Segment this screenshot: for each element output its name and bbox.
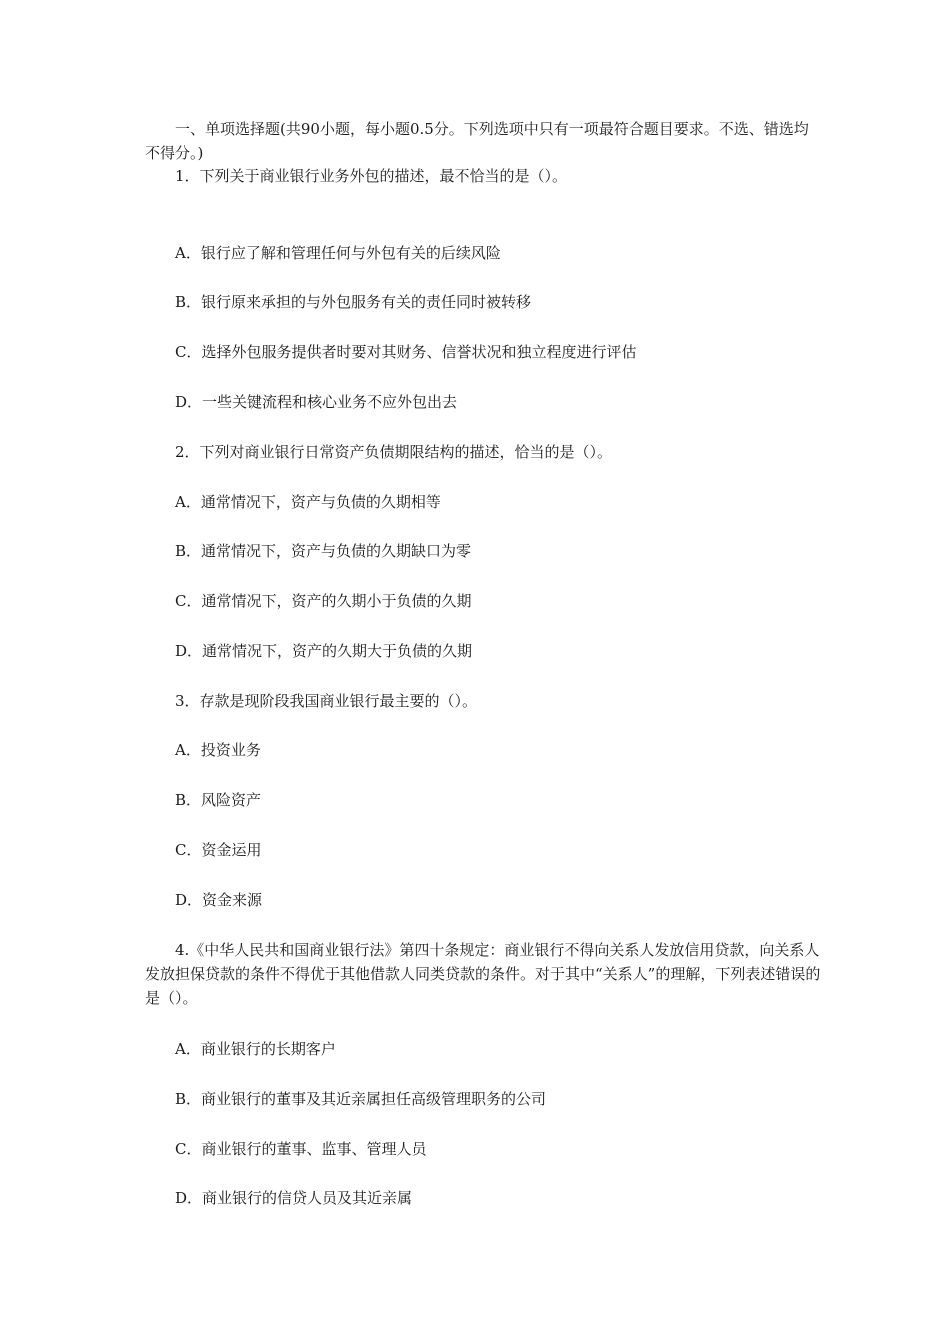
question-4-option-b: B．商业银行的董事及其近亲属担任高级管理职务的公司 [175, 1090, 547, 1108]
question-1-option-b: B．银行原来承担的与外包服务有关的责任同时被转移 [175, 293, 532, 311]
question-1-option-d: D．一些关键流程和核心业务不应外包出去 [175, 393, 458, 411]
question-3-option-a: A．投资业务 [175, 741, 261, 759]
question-2-option-c: C．通常情况下，资产的久期小于负债的久期 [175, 592, 472, 610]
question-1-stem: 1．下列关于商业银行业务外包的描述，最不恰当的是（）。 [175, 167, 568, 185]
question-1-option-a: A．银行应了解和管理任何与外包有关的后续风险 [175, 244, 501, 262]
question-1-option-c: C．选择外包服务提供者时要对其财务、信誉状况和独立程度进行评估 [175, 343, 637, 361]
question-4-option-c: C．商业银行的董事、监事、管理人员 [175, 1140, 427, 1158]
question-2-option-d: D．通常情况下，资产的久期大于负债的久期 [175, 642, 473, 660]
question-3-option-d: D．资金来源 [175, 891, 263, 909]
section-header: 一、单项选择题(共90小题，每小题0.5分。下列选项中只有一项最符合题目要求。不选、错选均不得分。) [145, 120, 809, 162]
question-3-option-b: B．风险资产 [175, 791, 262, 809]
question-3-option-c: C．资金运用 [175, 841, 262, 859]
question-2-stem: 2．下列对商业银行日常资产负债期限结构的描述，恰当的是（）。 [175, 443, 613, 461]
question-2-option-b: B．通常情况下，资产与负债的久期缺口为零 [175, 542, 472, 560]
question-4-stem: 4.《中华人民共和国商业银行法》第四十条规定：商业银行不得向关系人发放信用贷款，向关系人发放担保贷款的条件不得优于其他借款人同类贷款的条件。对于其中“关系人”的理解，下列表述错误的是（）。 [145, 941, 821, 1007]
question-2-option-a: A．通常情况下，资产与负债的久期相等 [175, 493, 441, 511]
question-3-stem: 3．存款是现阶段我国商业银行最主要的（）。 [175, 692, 478, 710]
question-4-option-d: D．商业银行的信贷人员及其近亲属 [175, 1189, 413, 1207]
question-4-option-a: A．商业银行的长期客户 [175, 1040, 336, 1058]
